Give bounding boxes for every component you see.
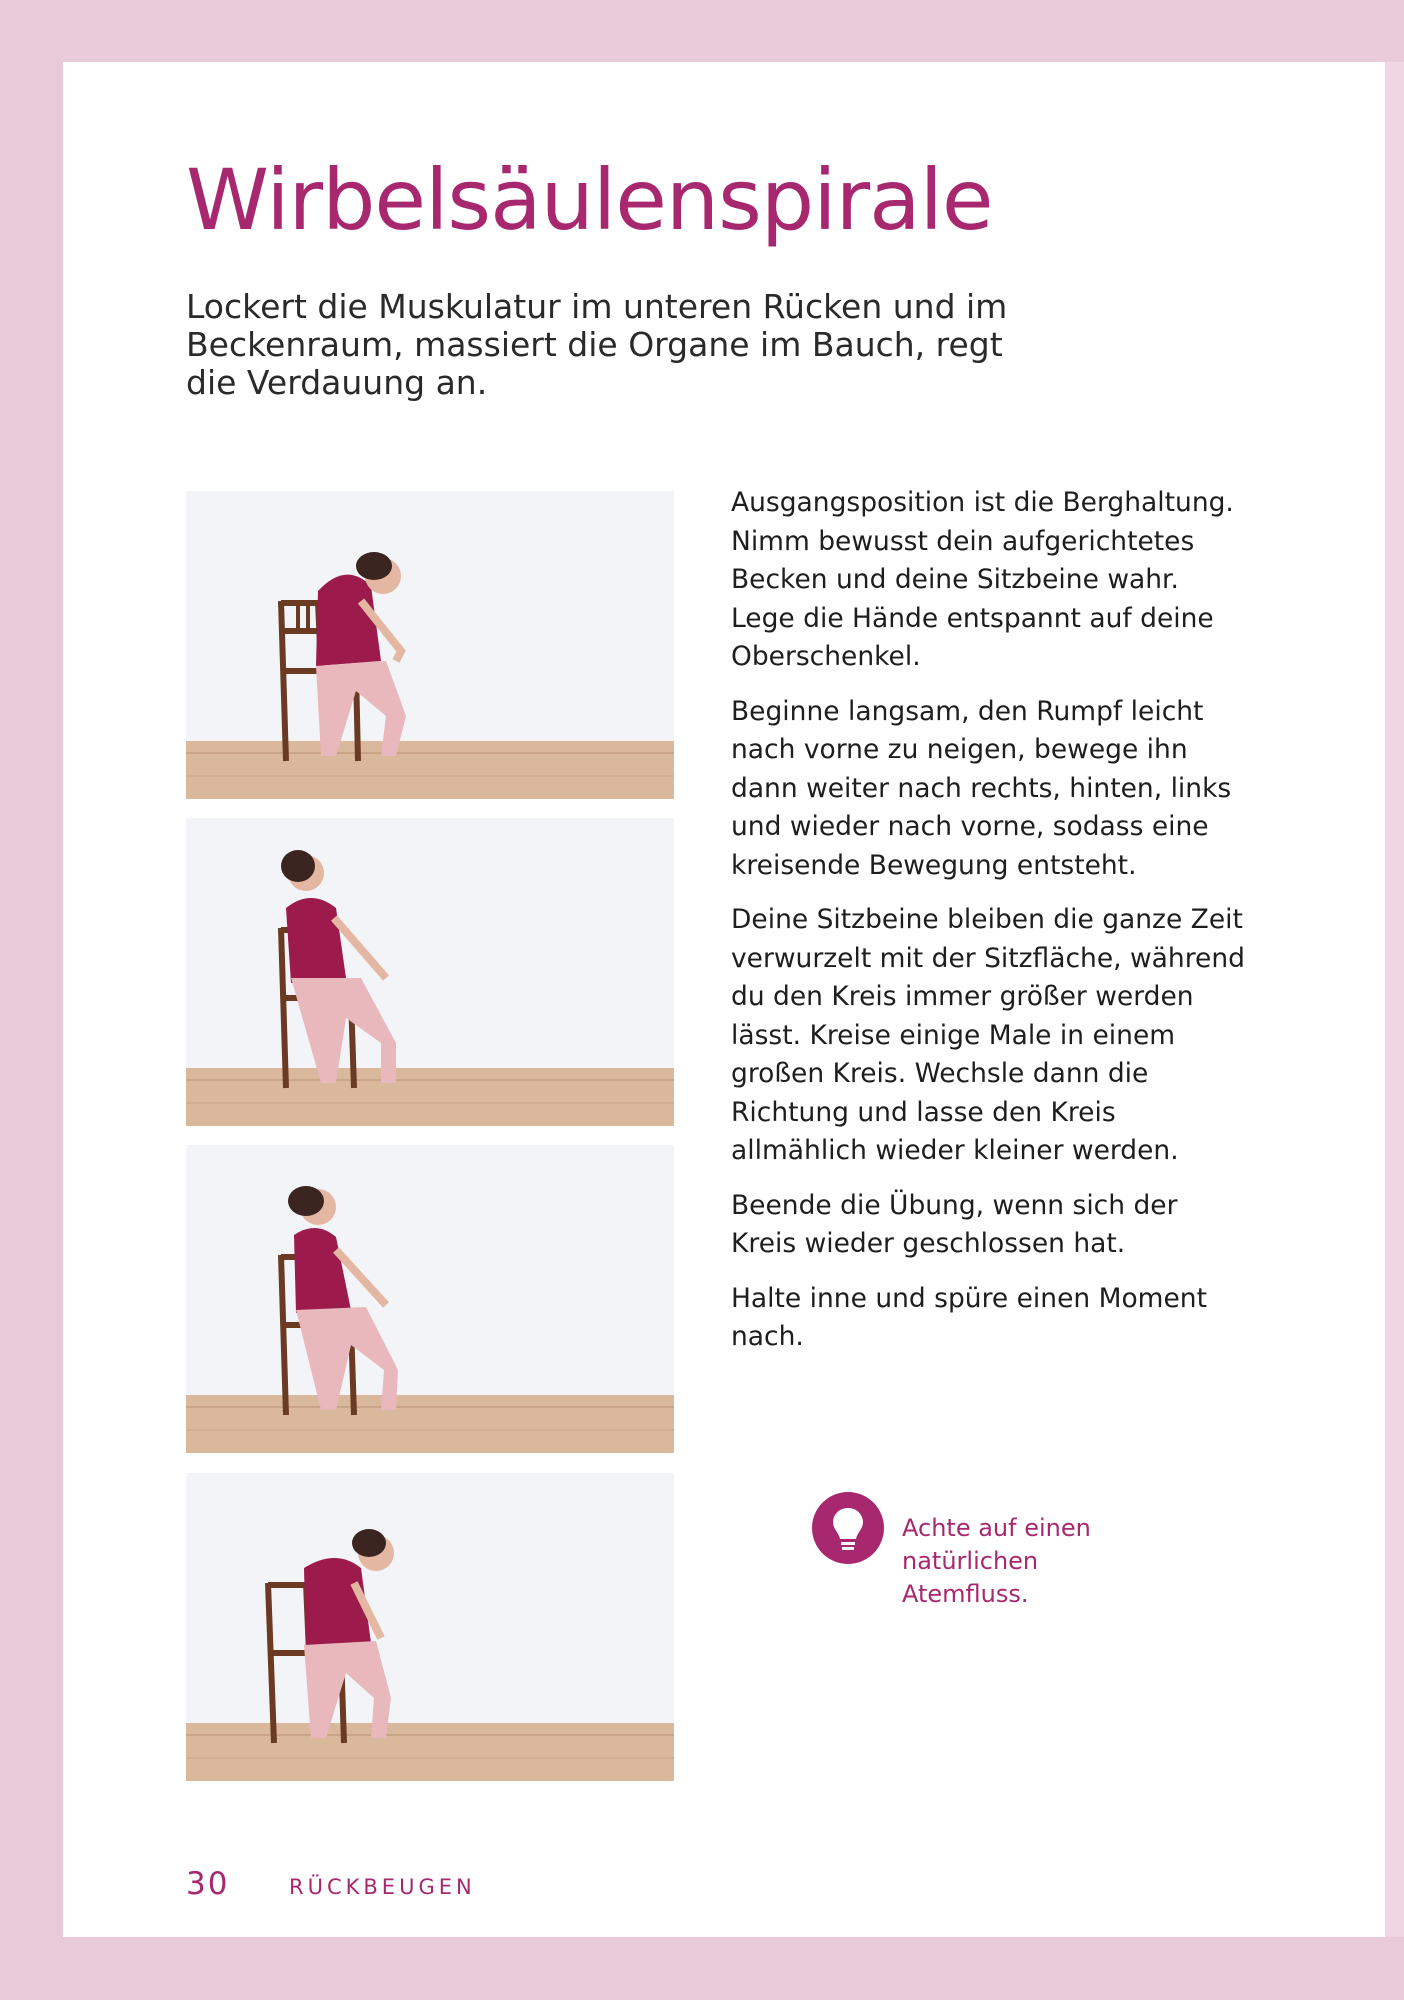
lightbulb-icon (812, 1492, 884, 1564)
instruction-paragraph-3: Deine Sitzbeine bleiben die ganze Zeit verwurzelt mit der Sitzfläche, während du den Kreis immer größer werden lässt. Kreise einige Male in einem großen Kreis. Wechsle dann die Richtung und lasse den Kreis allmählich wieder kleiner werden. (731, 904, 1245, 1166)
instruction-paragraph-4: Beende die Übung, wenn sich der Kreis wieder geschlossen hat. (731, 1189, 1178, 1259)
section-label: RÜCKBEUGEN (289, 1875, 476, 1899)
exercise-photo-1 (186, 491, 674, 799)
instruction-paragraph-5: Halte inne und spüre einen Moment nach. (731, 1282, 1207, 1352)
subtitle: Lockert die Muskulatur im unteren Rücken und im Beckenraum, massiert die Organe im Bauch, regt die Verdauung an. (186, 287, 1008, 402)
instruction-paragraph-2: Beginne langsam, den Rumpf leicht nach vorne zu neigen, bewege ihn dann weiter nach rechts, hinten, links und wieder nach vorne, sodass eine kreisende Bewegung entsteht. (731, 695, 1232, 881)
exercise-photo-3 (186, 1145, 674, 1453)
page-title: Wirbelsäulenspirale (186, 151, 993, 249)
instruction-paragraph-1: Ausgangsposition ist die Berghaltung. Nimm bewusst dein aufgerichtetes Becken und deine Sitzbeine wahr. Lege die Hände entspannt auf deine Oberschenkel. (731, 487, 1234, 672)
exercise-photo-4 (186, 1473, 674, 1781)
page-edge (1385, 62, 1404, 1937)
tip-text: Achte auf einen natürlichen Atemfluss. (902, 1514, 1091, 1608)
page-number: 30 (186, 1866, 230, 1902)
instructions (731, 484, 1251, 1373)
exercise-photo-2 (186, 818, 674, 1126)
